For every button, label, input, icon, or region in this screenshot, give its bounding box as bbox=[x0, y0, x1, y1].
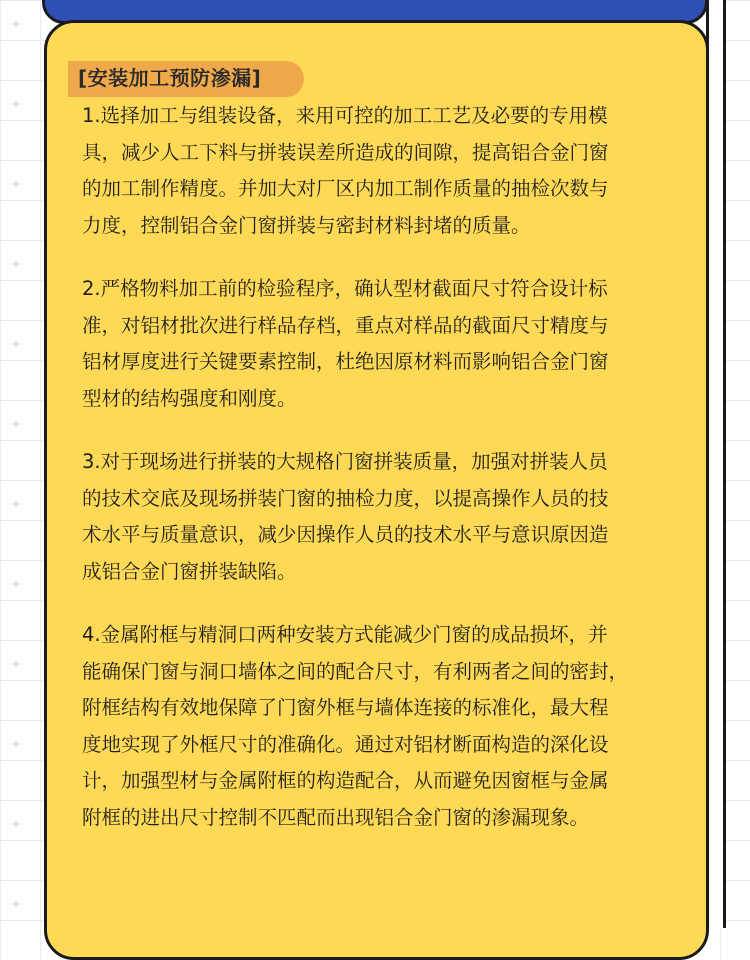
paragraph-4 bbox=[82, 617, 682, 836]
section-title: [安装加工预防渗漏] bbox=[68, 61, 304, 97]
text-line: 术水平与质量意识，减少因操作人员的技术水平与意识原因造 bbox=[82, 523, 609, 546]
text-line: 的技术交底及现场拼装门窗的抽检力度，以提高操作人员的技 bbox=[82, 486, 609, 510]
body-text bbox=[82, 98, 682, 863]
text-line: 准，对铝材批次进行样品存档，重点对样品的截面尺寸精度与 bbox=[82, 313, 609, 337]
paragraph-1 bbox=[82, 98, 682, 244]
text-line: 计，加强型材与金属附框的构造配合，从而避免因窗框与金属 bbox=[82, 769, 609, 792]
text-line: 3.对于现场进行拼装的大规格门窗拼装质量，加强对拼装人员 bbox=[82, 450, 608, 473]
text-line: 型材的结构强度和刚度。 bbox=[82, 386, 297, 410]
paragraph-3 bbox=[82, 444, 682, 590]
text-line: 1.选择加工与组装设备，来用可控的加工工艺及必要的专用模 bbox=[82, 104, 608, 127]
paragraph-2 bbox=[82, 271, 682, 417]
text-line: 成铝合金门窗拼装缺陷。 bbox=[82, 559, 297, 583]
text-line: 能确保门窗与洞口墙体之间的配合尺寸，有利两者之间的密封， bbox=[82, 659, 629, 683]
text-line: 附框结构有效地保障了门窗外框与墙体连接的标准化，最大程 bbox=[82, 696, 609, 719]
text-line: 铝材厚度进行关键要素控制，杜绝因原材料而影响铝合金门窗 bbox=[82, 350, 609, 373]
text-line: 附框的进出尺寸控制不匹配而出现铝合金门窗的渗漏现象。 bbox=[82, 805, 590, 829]
text-line: 具，减少人工下料与拼装误差所造成的间隙，提高铝合金门窗 bbox=[82, 140, 609, 164]
side-strip bbox=[706, 0, 726, 928]
text-line: 的加工制作精度。并加大对厂区内加工制作质量的抽检次数与 bbox=[82, 177, 609, 200]
text-line: 度地实现了外框尺寸的准确化。通过对铝材断面构造的深化设 bbox=[82, 732, 609, 756]
text-line: 4.金属附框与精洞口两种安装方式能减少门窗的成品损坏，并 bbox=[82, 623, 608, 646]
text-line: 2.严格物料加工前的检验程序，确认型材截面尺寸符合设计标 bbox=[82, 277, 608, 300]
text-line: 力度，控制铝合金门窗拼装与密封材料封堵的质量。 bbox=[82, 213, 531, 237]
